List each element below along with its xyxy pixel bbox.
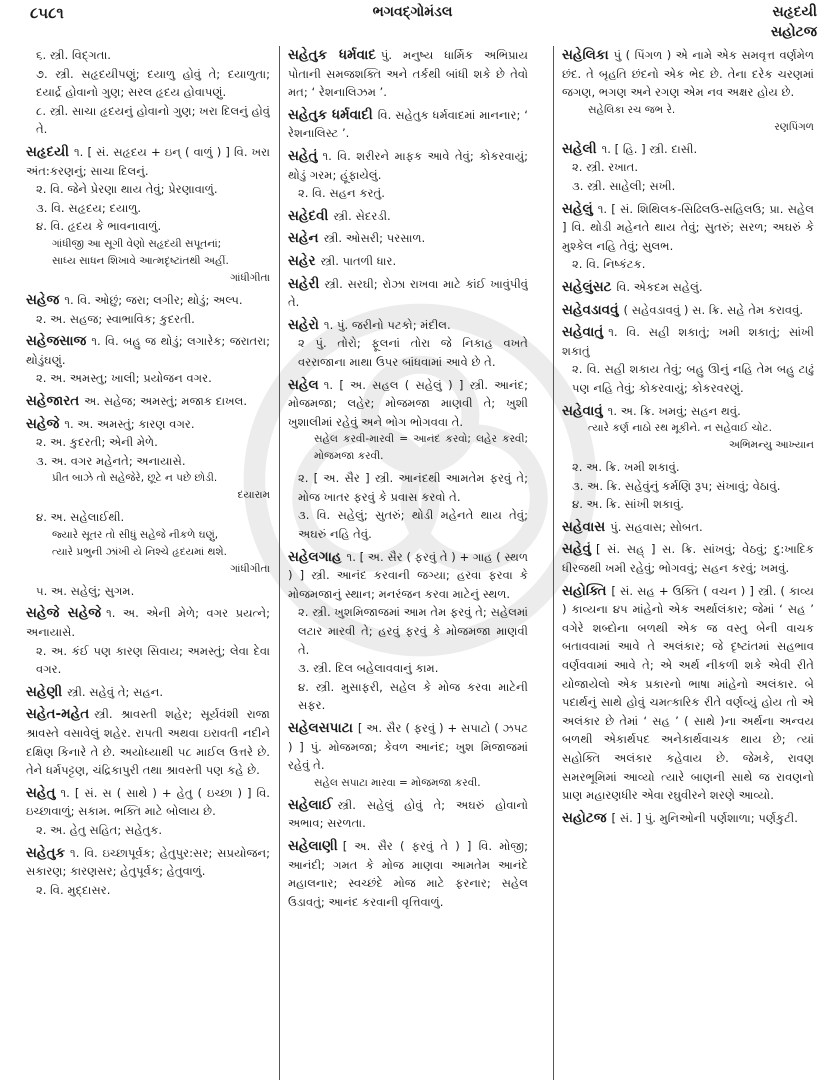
entry-definition: ૬. સ્ત્રી. વિદ્ગતા. bbox=[36, 48, 111, 62]
guide-word-last: સહોટજ bbox=[770, 24, 817, 40]
entry-headword: સહેવડાવવું bbox=[562, 301, 619, 318]
entry-definition: સ્ત્રી. ઓસરી; પરસાળ. bbox=[323, 231, 426, 246]
dictionary-entry bbox=[26, 844, 270, 900]
dictionary-entry bbox=[26, 582, 270, 601]
column-2 bbox=[288, 46, 528, 1080]
entry-source: ગાંધીગીતા bbox=[230, 271, 270, 284]
dictionary-entry bbox=[288, 275, 528, 312]
entry-definition: ૮. સ્ત્રી. સાચા હૃદયનું હોવાનો ગુણ; ખરા દિલનું હોવું તે. bbox=[36, 103, 270, 137]
entry-definition: ૨. અ. કંઈ પણ કારણ સિવાય; અમસ્તું; લેવા દેવા વગર. bbox=[36, 643, 270, 677]
dictionary-entry bbox=[26, 683, 270, 702]
entry-definition: ૨. અ. સહજ; સ્વાભાવિક; કુદરતી. bbox=[36, 311, 195, 326]
book-title: ભગવદ્ગોમંડલ bbox=[372, 4, 453, 20]
entry-definition: ૪. અ. સહેલાઈથી. bbox=[36, 510, 125, 525]
dictionary-entry bbox=[26, 392, 270, 411]
dictionary-entry bbox=[26, 415, 270, 505]
entry-headword: સહેલ bbox=[288, 376, 319, 393]
entry-headword: સહેરો bbox=[288, 316, 319, 333]
entry-headword: સહેન bbox=[288, 230, 319, 247]
entry-source: ગાંધીગીતા bbox=[230, 562, 270, 575]
entry-definition: ૧. વિ. સહી શકાતું; ખમી શકાતું; સાંખી શકાતું bbox=[562, 325, 814, 358]
entry-definition: ૪. વિ. હૃદય કે ભાવનાવાળું. bbox=[36, 219, 162, 234]
entry-definition: ૨. [ અ. સૈર ] સ્ત્રી. આનંદથી આમતેમ ફરવું તે; મોજ ખાતર ફરવું કે પ્રવાસ કરવો તે. bbox=[298, 471, 528, 504]
entry-definition: ૧. અ. એની મેળે; વગર પ્રયત્ને; અનાયાસે. bbox=[26, 606, 270, 640]
entry-source: દયારામ bbox=[237, 489, 270, 502]
entry-definition: ૩. સ્ત્રી. દિલ બહેલાવવાનું કામ. bbox=[298, 661, 439, 676]
dictionary-entry bbox=[288, 796, 528, 833]
entry-definition: ૨. અ. કુદરતી; એની મેળે. bbox=[36, 435, 158, 450]
entry-definition: [ સં. સહ + ઉક્તિ ( વચન ) ] સ્ત્રી. ( કાવ્ય ) કાવ્યના ૪૫ માંહેનો એક અર્થાલંકાર; જેમાં ‘ સહ ’ વગેરે શબ્દોના બળથી એક જ વસ્તુ બેની વાચક બતાવવામાં આવે તે અલંકાર; જે દૃષ્ટાંતમાં સહભાવ વર્ણવવામાં આવે તે; એ અર્થ નીકળી શકે એવી રીતે યોજાયેલો એક પ્રકારનો ભાષા માંહેનો અલંકાર. બે પદાર્થનું સાથે હોવું ચમત્કારિક રીતે વર્ણવ્યું હોય તો એ અલંકાર છે તેમાં ‘ સહ ’ ( સાથે )ના અર્થના અન્વય બળથી એકાર્થપદ અનેકાર્થવાચક થાય છે; ત્યાં સહોક્તિ અલંકાર કહેવાય છે. જેમકે, રાવણ સમરભૂમિમાં આવ્યો ત્યારે બાણની સાથે જ રાવણનો પ્રાણ મહારણધીર એવા રઘુવીરને શરણે આવ્યો. bbox=[562, 583, 814, 803]
entry-headword: સહેતુક ધર્મવાદ bbox=[288, 47, 376, 63]
entry-definition: ૨. વિ. સહન કરતું. bbox=[298, 186, 385, 201]
entry-headword: સહેજ bbox=[26, 291, 60, 308]
dictionary-entry bbox=[562, 301, 814, 320]
entry-definition: [ અ. સૈર ( ફરવું તે ) ] વિ. મોજી; આનંદી; ગમત કે મોજ માણવા આમતેમ આનંદે મહાલનાર; સ્વચ્છંદે મોજ માટે ફરનાર; સહેલ ઉડાવતું; આનંદ કરવાની વૃત્તિવાળું. bbox=[288, 838, 528, 909]
entry-definition: ૧. [ અ. સૈર ( ફરવું તે ) + ગાહ ( સ્થળ ) ] સ્ત્રી. આનંદ કરવાની જગ્યા; હરવા ફરવા કે મોજમજાનું સ્થાન; મનરંજન કરવા માટેનું સ્થળ. bbox=[288, 549, 528, 601]
entry-headword: સહેલિકા bbox=[562, 47, 609, 63]
dictionary-entry bbox=[288, 147, 528, 203]
entry-definition: વિ. એકદમ સહેલું. bbox=[616, 279, 703, 294]
page-number: ૮૫૮૧ bbox=[30, 4, 64, 22]
entry-definition: ૧. વિ. શરીરને માફક આવે તેવું; કોકરવાયું; થોડું ગરમ; હૂંફાયેલું. bbox=[288, 148, 528, 182]
guide-word-first: સહૃદયી bbox=[772, 4, 817, 20]
entry-headword: સહૃદયી bbox=[26, 143, 69, 160]
entry-quotation: ત્યારે કર્ણ નાઠો રથ મૂકીને. ન સહેવાઈ ચોટ. bbox=[588, 422, 773, 435]
dictionary-entry bbox=[288, 207, 528, 226]
entry-definition: ૩. સ્ત્રી. સાહેલી; સખી. bbox=[572, 178, 676, 193]
entry-definition: ૧. અ. ક્રિ. ખમવું; સહન થવું. bbox=[607, 403, 741, 418]
entry-quotation: સાધ્ય સાધન શિખાવે આત્મદૃષ્ટાંતથી અહીં. bbox=[52, 254, 229, 267]
entry-definition: ૩. વિ. સહૃદય; દયાળુ. bbox=[36, 200, 142, 215]
dictionary-entry bbox=[562, 323, 814, 397]
entry-definition: પું. મનુષ્ય ધાર્મિક અભિપ્રાય પોતાની સમજશક્તિ અને તર્કથી બાંધી શકે છે તેવો મત; ‘ રેશનાલિઝમ ’. bbox=[288, 48, 528, 100]
entry-headword: સહેજે સહેજે bbox=[26, 605, 102, 622]
entry-definition: ૨. વિ. જેને પ્રેરણા થાય તેવું; પ્રેરણાવાળું. bbox=[36, 182, 218, 197]
entry-definition: ૧. વિ. બહુ જ થોડું; લગારેક; જરાતરા; થોડુંઘણું. bbox=[26, 334, 270, 367]
entry-headword: સહેજે bbox=[26, 415, 60, 432]
entry-headword: સહેલું bbox=[562, 200, 593, 217]
entry-headword: સહેતુ bbox=[26, 784, 56, 801]
dictionary-entry bbox=[288, 376, 528, 466]
entry-headword: સહેણી bbox=[26, 683, 63, 700]
entry-quotation: જ્યારે સૂતર તો સીધું સહેજે નીકળે ઘણું, bbox=[52, 528, 219, 541]
entry-definition: [ સં. સહ્ ] સ. ક્રિ. સાંખવું; વેઠવું; દુ:ખાદિક ધીરજથી ખમી રહેવું; ભોગવવું; સહન કરવું; ખમવું. bbox=[562, 542, 814, 576]
dictionary-entry bbox=[562, 540, 814, 577]
entry-headword: સહેરી bbox=[288, 275, 320, 292]
entry-definition: ૨. વિ. મુદ્દાસર. bbox=[36, 882, 111, 897]
entry-headword: સહેલાઈ bbox=[288, 796, 333, 813]
dictionary-entry bbox=[562, 46, 814, 136]
entry-quotation: પ્રીત બાઝે તો સહેજેરે, છૂટે ન પછે છોડી. bbox=[52, 472, 218, 485]
entry-definition: સ્ત્રી. સહેવું તે; સહન. bbox=[67, 684, 164, 699]
entry-definition: ૧. [ હિ. ] સ્ત્રી. દાસી. bbox=[601, 141, 698, 156]
entry-definition: પું ( પિંગળ ) એ નામે એક સમવૃત્ત વર્ણમેળ છંદ. તે બૃહતિ છંદનો એક ભેદ છે. તેના દરેક ચરણમાં જગણ, ભગણ અને રગણ એમ નવ અક્ષર હોય છે. bbox=[562, 48, 814, 100]
entry-headword: સહેલસપાટા bbox=[288, 720, 353, 736]
column-3 bbox=[562, 46, 814, 1080]
entry-definition: ૪. સ્ત્રી. મુસાફરી, સહેલ કે મોજ કરવા માટેની સફર. bbox=[298, 679, 528, 713]
entry-headword: સહેવાવું bbox=[562, 402, 603, 419]
entry-definition: ૧. [ સં. શિથિલક-સિઢિલઉ-સહિલઉ; પ્રા. સહેલ ] વિ. થોડી મહેનતે થાય તેવું; સુતરું; સરળ; અઘરું કે મુશ્કેલ નહિ તેવું; સુલભ. bbox=[562, 201, 814, 253]
entry-definition: [ સં. ] પું. મુનિઓની પર્ણશાળા; પર્ણકુટી. bbox=[611, 810, 798, 825]
entry-source: અભિમન્યુ આખ્યાન bbox=[728, 439, 814, 452]
dictionary-entry bbox=[288, 837, 528, 911]
dictionary-entry bbox=[562, 458, 814, 514]
entry-definition: ૩. વિ. સહેલું; સુતરું; થોડી મહેનતે થાય તેવું; અઘરું નહિ તેવું. bbox=[298, 508, 528, 542]
entry-headword: સહેવાતું bbox=[562, 324, 604, 341]
entry-headword: સહેતુક ધર્મવાદી bbox=[288, 106, 373, 123]
column-1 bbox=[26, 46, 270, 1080]
dictionary-entry bbox=[26, 143, 270, 287]
entry-definition: ૨. સ્ત્રી. ખુશમિજાજમાં આમ તેમ ફરવું તે; સહેલમાં લટાર મારવી તે; હરવું ફરવું કે મોજમજા માણવી તે. bbox=[298, 605, 528, 657]
entry-definition: ૨ પું. તોરો; ફૂલનાં તોરા જે નિકાહ વખતે વરરાજાના માથા ઉપર બાંધવામાં આવે છે તે. bbox=[298, 336, 528, 369]
dictionary-entry bbox=[562, 809, 814, 828]
column-divider bbox=[553, 46, 554, 1080]
entry-quotation: ગાંધીજી આ સૂગી વેણો સહૃદયી સપૂતનાં; bbox=[52, 237, 222, 250]
entry-definition: ૧. વિ. ઓછું; જરા; લગીર; થોડું; અલ્પ. bbox=[64, 292, 243, 307]
entry-definition: [ અ. સૈર ( ફરવું ) + સપાટો ( ઝપટ ) ] પું. મોજમજા; કેવળ આનંદ; ખુશ મિજાજમાં રહેવું તે. bbox=[288, 721, 528, 773]
dictionary-entry bbox=[26, 784, 270, 840]
dictionary-columns bbox=[0, 46, 825, 1084]
entry-headword: સહેર bbox=[288, 252, 316, 269]
dictionary-entry bbox=[26, 705, 270, 779]
entry-quotation: સહેલ કરવી-મારવી = આનંદ કરવો; લહેર કરવી; મોજમજા કરવી. bbox=[314, 433, 528, 463]
entry-definition: ૧. વિ. ઇચ્છાપૂર્વક; હેતુપુર:સર; સપ્રયોજન; સકારણ; કારણસર; હેતુપૂર્વક; હેતુવાળું. bbox=[26, 845, 270, 879]
entry-headword: સહેલગાહ bbox=[288, 548, 342, 565]
entry-headword: સહોટજ bbox=[562, 809, 607, 826]
entry-headword: સહેદવી bbox=[288, 207, 329, 224]
dictionary-entry bbox=[562, 140, 814, 196]
entry-definition: ૨. અ. ક્રિ. ખમી શકાવું. bbox=[572, 460, 680, 475]
entry-headword: સહેલી bbox=[562, 140, 597, 157]
entry-definition: ૨. વિ. સહી શકાય તેવું; બહુ ઊનું નહિ તેમ બહુ ટાઢું પણ નહિ તેવું; કોકરવાયું; કોકરવરણું. bbox=[572, 362, 814, 395]
entry-headword: સહેત-મહેત bbox=[26, 706, 90, 723]
entry-definition: ૨. અ. અમસ્તુ; ખાલી; પ્રયોજન વગર. bbox=[36, 371, 212, 386]
entry-definition: ૨. સ્ત્રી. રખાત. bbox=[572, 160, 639, 175]
entry-definition: ૪. અ. ક્રિ. સાંખી શકાવું. bbox=[572, 497, 684, 512]
dictionary-entry bbox=[288, 469, 528, 543]
dictionary-entry bbox=[26, 291, 270, 328]
entry-definition: ૧. [ સં. સ ( સાથે ) + હેતુ ( ઇચ્છા ) ] વિ. ઇચ્છાવાળું; સકામ. ભક્તિ માટે બોલાય છે. bbox=[26, 785, 270, 819]
entry-definition: ૩. અ. વગર મહેનતે; અનાયાસે. bbox=[36, 453, 186, 468]
guide-words bbox=[771, 2, 817, 42]
page-header bbox=[0, 0, 825, 46]
dictionary-entry bbox=[26, 508, 270, 578]
entry-headword: સહેવું bbox=[562, 541, 591, 558]
dictionary-entry bbox=[26, 604, 270, 678]
dictionary-entry bbox=[288, 46, 528, 102]
entry-quotation: સહેલ સપાટા મારવા = મોજમજા કરવી. bbox=[314, 776, 481, 789]
dictionary-entry bbox=[288, 229, 528, 248]
dictionary-entry bbox=[288, 548, 528, 715]
entry-definition: ૭. સ્ત્રી. સહૃદયીપણું; દયાળુ હોવું તે; દયાળુતા; દયાર્દ્ર હોવાનો ગુણ; સરલ હૃદય હોવાપણું. bbox=[36, 66, 270, 100]
entry-definition: ૧. [ અ. સહલ ( સહેલું ) ] સ્ત્રી. આનંદ; મોજમજા; લહેર; મોજમજા માણવી તે; ખુશી ખુશાલીમાં રહેવું અને ભોગ ભોગવવા તે. bbox=[288, 377, 528, 429]
entry-definition: સ્ત્રી. શ્રાવસ્તી શહેર; સૂર્યવંશી રાજા શ્રાવસ્તે વસાવેલું શહેર. રાપતી અથવા ઇરાવતી નદીને દક્ષિણ કિનારે તે છે. અયોધ્યાથી ૫૮ માઈલ ઉત્તરે છે. તેને ધર્મપટ્ટણ, ચંદ્રિકાપુરી તથા શ્રાવસ્તી પણ કહે છે. bbox=[26, 707, 270, 778]
column-divider bbox=[279, 46, 280, 1080]
entry-headword: સહેલુંસટ bbox=[562, 278, 612, 295]
entry-definition: ૧. અ. અમસ્તું; કારણ વગર. bbox=[64, 416, 195, 431]
entry-quotation: ત્યારે પ્રભુની ઝાંખી યે નિશ્ચે હૃદયમાં થશે. bbox=[52, 545, 227, 558]
entry-definition: પું. સહવાસ; સોબત. bbox=[610, 519, 703, 534]
entry-headword: સહોક્તિ bbox=[562, 582, 607, 599]
entry-definition: ૫. અ. સહેલું; સુગમ. bbox=[36, 583, 135, 598]
dictionary-entry bbox=[288, 106, 528, 143]
entry-headword: સહેજારત bbox=[26, 392, 80, 409]
entry-definition: ૨. અ. હેતુ સહિત; સહેતુક. bbox=[36, 823, 163, 837]
dictionary-entry bbox=[562, 582, 814, 805]
entry-definition: સ્ત્રી. સહેલું હોવું તે; અઘરું હોવાનો અભાવ; સરળતા. bbox=[288, 797, 528, 831]
dictionary-entry bbox=[288, 316, 528, 372]
entry-headword: સહેતુક bbox=[26, 844, 66, 861]
entry-quotation: સહેલિકા રચ જભ રે. bbox=[588, 103, 676, 116]
entry-definition: સ્ત્રી. સરઘી; રોઝા રાખવા માટે કાંઈ ખાવુંપીવું તે. bbox=[288, 276, 528, 310]
entry-definition: ૩. અ. ક્રિ. સહેવુંનું કર્મણિ રૂપ; સંખાવું; વેઠાવું. bbox=[572, 478, 781, 493]
entry-headword: સહેજસાજ bbox=[26, 333, 87, 350]
dictionary-entry bbox=[26, 332, 270, 388]
entry-definition: અ. સહેજ; અમસ્તું; મજાક દાખલ. bbox=[84, 393, 248, 408]
dictionary-entry bbox=[288, 252, 528, 271]
dictionary-entry bbox=[288, 719, 528, 792]
entry-headword: સહેલાણી bbox=[288, 837, 338, 854]
entry-definition: સ્ત્રી. સેદરડી. bbox=[333, 208, 391, 223]
entry-definition: વિ. સહેતુક ધર્મવાદમાં માનનાર; ‘ રેશનાલિસ્ટ ’. bbox=[288, 107, 528, 141]
entry-headword: સહેતું bbox=[288, 147, 318, 164]
entry-definition: ૧. પું. જરીનો પટકો; મંદીલ. bbox=[323, 317, 451, 332]
entry-headword: સહેવાસ bbox=[562, 518, 606, 535]
dictionary-entry bbox=[26, 46, 270, 139]
dictionary-entry bbox=[562, 278, 814, 297]
entry-definition: સ્ત્રી. પાતળી ધાર. bbox=[320, 253, 397, 268]
entry-definition: ( સહેવડાવવું ) સ. ક્રિ. સહે તેમ કરાવવું. bbox=[623, 302, 804, 317]
dictionary-entry bbox=[562, 402, 814, 455]
entry-definition: ૨. વિ. નિષ્કંટક. bbox=[572, 257, 646, 272]
entry-definition: ૧. [ સં. સહૃદય + ઇન્ ( વાળું ) ] વિ. ખરા અંત:કરણનું; સાચા દિલનું. bbox=[26, 144, 270, 178]
entry-source: રણપિંગળ bbox=[774, 120, 814, 133]
dictionary-entry bbox=[562, 518, 814, 537]
dictionary-entry bbox=[562, 200, 814, 274]
